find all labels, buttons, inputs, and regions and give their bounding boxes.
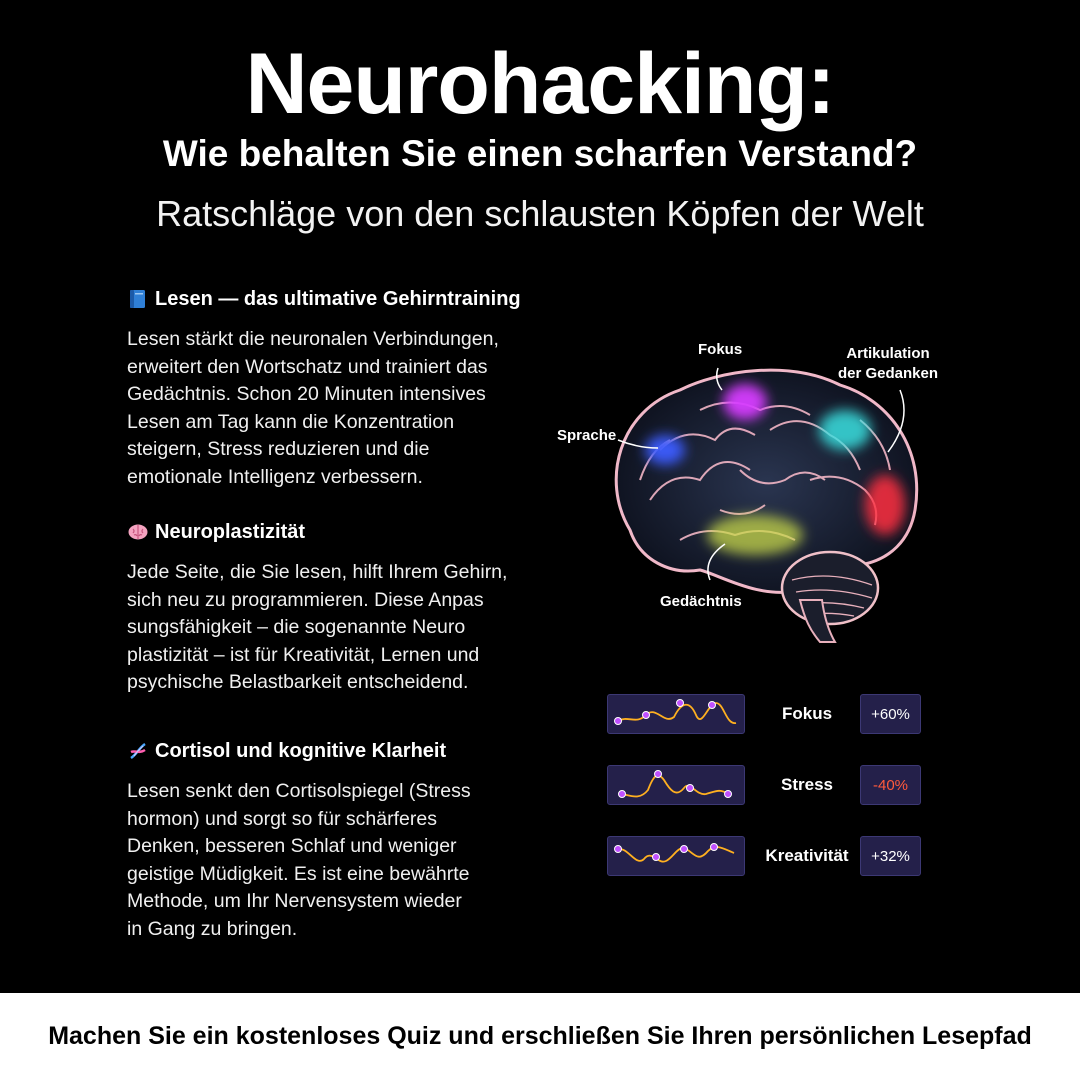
body-line: emotionale Intelligenz verbessern. (127, 465, 423, 488)
region-fokus (723, 384, 767, 420)
sparkline (607, 836, 745, 876)
section-reading-body (127, 326, 567, 491)
body-line: Lesen senkt den Cortisolspiegel (Stress (127, 780, 471, 802)
body-line: steigern, Stress reduzieren und die (127, 438, 430, 460)
section-neuroplasticity-body (127, 559, 567, 697)
label-artikulation (828, 344, 948, 384)
section-cortisol-heading: Cortisol und kognitive Klarheit (155, 740, 447, 762)
metric-stress (607, 765, 921, 805)
section-reading (127, 286, 567, 491)
body-line: Lesen stärkt die neuronalen Verbindungen, (127, 328, 499, 350)
body-line: plastizität – ist für Kreativität, Lernen und (127, 643, 480, 666)
body-line: in Gang zu bringen. (127, 917, 298, 940)
metric-name: Fokus (781, 704, 833, 723)
label-sprache: Sprache (557, 427, 617, 444)
body-line: hormon) und sorgt so für schärferes (127, 807, 437, 830)
region-gedaechtnis (707, 515, 803, 555)
body-line: psychische Belastbarkeit entscheidend. (127, 671, 469, 693)
brain-illustration (557, 330, 960, 650)
page-title: Neurohacking: (245, 36, 835, 132)
metric-value: +32% (860, 836, 921, 876)
region-artikulation (819, 410, 871, 450)
body-line: Lesen am Tag kann die Konzentration (127, 410, 455, 433)
quiz-cta-banner[interactable]: Machen Sie ein kostenloses Quiz und erschließen Sie Ihren persönlichen Lesepfad (0, 993, 1080, 1080)
label-artikulation-line: der Gedanken (837, 365, 939, 382)
metric-value: -40% (860, 765, 921, 805)
label-gedaechtnis: Gedächtnis (660, 593, 742, 610)
metric-value: +60% (860, 694, 921, 734)
sparkline (607, 765, 745, 805)
label-fokus: Fokus (698, 341, 743, 358)
body-line: Denken, besseren Schlaf und weniger (127, 835, 457, 857)
region-motor (865, 475, 905, 535)
body-line: sungsfähigkeit – die sogenannte Neuro (127, 616, 466, 638)
region-sprache (645, 435, 685, 465)
metric-fokus (607, 694, 921, 734)
sparkline (607, 694, 745, 734)
section-reading-heading: Lesen — das ultimative Gehirntraining (155, 288, 521, 310)
body-line: erweitert den Wortschatz und trainiert das (127, 355, 488, 378)
body-line: Methode, um Ihr Nervensystem wieder (127, 890, 462, 912)
metric-name: Stress (781, 775, 833, 794)
section-cortisol-body (127, 778, 567, 943)
section-neuroplasticity-heading: Neuroplastizität (155, 521, 306, 543)
metric-name: Kreativität (765, 846, 849, 865)
dna-icon (127, 740, 149, 762)
page-tagline: Ratschläge von den schlausten Köpfen der Welt (156, 193, 924, 234)
body-line: sich neu zu programmieren. Diese Anpas (127, 588, 484, 611)
section-cortisol (127, 738, 567, 943)
section-neuroplasticity (127, 519, 567, 697)
body-line: geistige Müdigkeit. Es ist eine bewährte (127, 862, 470, 885)
body-line: Gedächtnis. Schon 20 Minuten intensives (127, 383, 486, 405)
body-line: Jede Seite, die Sie lesen, hilft Ihrem Gehirn, (127, 561, 508, 583)
metric-kreativitaet (607, 836, 921, 876)
book-icon (127, 288, 149, 310)
brain-icon (127, 521, 149, 543)
label-artikulation-line: Artikulation (846, 345, 930, 362)
page-subtitle: Wie behalten Sie einen scharfen Verstand? (162, 133, 918, 174)
